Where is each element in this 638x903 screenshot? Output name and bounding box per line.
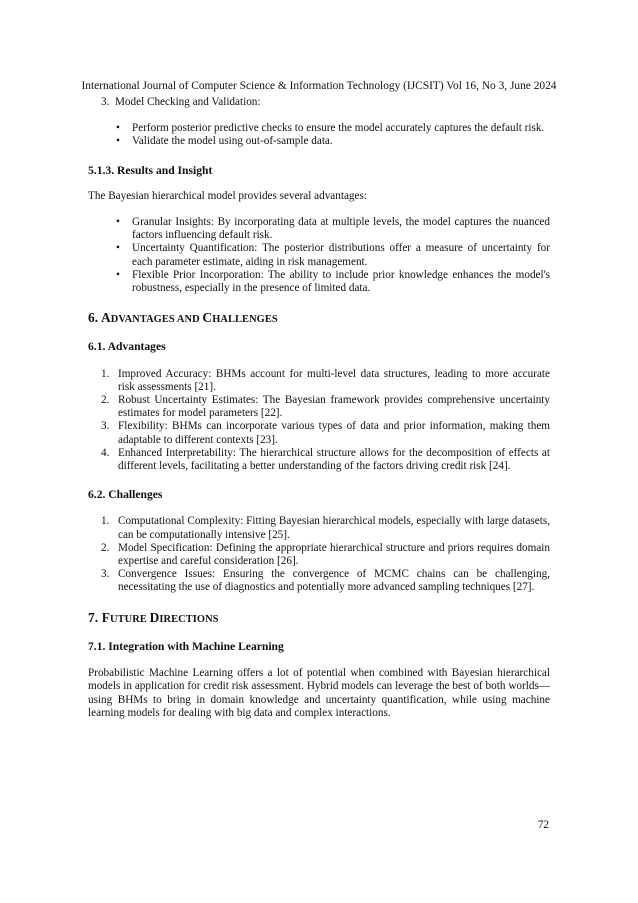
title-part: DVANTAGES AND: [110, 314, 203, 326]
page-body: [88, 96, 550, 720]
section-number: 6.: [88, 310, 99, 326]
title-part: A: [100, 310, 111, 326]
list-item: [88, 135, 550, 148]
section-heading-7: [88, 611, 550, 626]
item-number: 1.: [101, 515, 110, 528]
section-number: 7.: [88, 609, 99, 625]
title-part: HALLENGES: [212, 314, 278, 326]
bullet-symbol: •: [116, 122, 120, 135]
results-intro: The Bayesian hierarchical model provides several advantages:: [88, 189, 367, 202]
section-heading-6: [88, 311, 550, 326]
model-checking-bullets: [88, 122, 550, 148]
title-part: F: [101, 609, 110, 625]
advantages-heading: 6.1. Advantages: [88, 340, 166, 354]
item-number: 2.: [101, 394, 110, 407]
challenges-heading: 6.2. Challenges: [88, 488, 163, 502]
model-checking-item: [101, 96, 550, 109]
list-item: [88, 368, 550, 394]
bullet-symbol: •: [116, 135, 120, 148]
bullet-symbol: •: [116, 216, 120, 229]
list-item: [88, 420, 550, 446]
journal-header: International Journal of Computer Science & Information Technology (IJCSIT) Vol 16, No 3, June 2024: [81, 80, 557, 92]
list-item: [88, 394, 550, 420]
bullet-symbol: •: [116, 242, 120, 255]
title-part: D: [149, 609, 160, 625]
item-text: Model Specification: Defining the appropriate hierarchical structure and priors requires domain expertise and careful consideration [26].: [118, 541, 550, 568]
title-part: C: [202, 310, 213, 326]
ml-integration-heading: 7.1. Integration with Machine Learning: [88, 639, 284, 653]
challenges-list: [88, 515, 550, 594]
item-title: Model Checking and Validation:: [114, 96, 261, 108]
item-number: 4.: [101, 446, 110, 459]
list-item: [88, 269, 550, 295]
bullet-text: Validate the model using out-of-sample data.: [132, 135, 333, 148]
item-number: 3.: [101, 420, 110, 433]
list-item: [88, 568, 550, 594]
list-item: [88, 447, 550, 473]
item-number: 3.: [101, 96, 110, 108]
item-text: Enhanced Interpretability: The hierarchical structure allows for the decomposition of effects at different levels, facilitating a better understanding of the factors driving credit risk [24].: [118, 446, 550, 473]
results-bullets: [88, 216, 550, 295]
page-number: 72: [537, 819, 549, 831]
ml-integration-paragraph: Probabilistic Machine Learning offers a lot of potential when combined with Bayesian hierarchical models in application for credit risk assessment. Hybrid models can leverage the best of both worlds—using BHMs to bring in domain knowledge and uncertainty quantification, while using machine learning models for dealing with big data and complex interactions.: [88, 667, 550, 719]
item-text: Robust Uncertainty Estimates: The Bayesian framework provides comprehensive uncertainty estimates for model parameters [22].: [118, 394, 550, 420]
item-number: 2.: [101, 541, 110, 554]
title-part: UTURE: [109, 613, 150, 625]
bullet-text: Uncertainty Quantification: The posterior distributions offer a measure of uncertainty for each parameter estimate, aiding in risk management.: [132, 242, 550, 268]
bullet-text: Flexible Prior Incorporation: The ability to include prior knowledge enhances the model's robustness, especially in the presence of limited data.: [132, 268, 550, 295]
bullet-text: Granular Insights: By incorporating data at multiple levels, the model captures the nuanced factors influencing default risk.: [132, 216, 550, 242]
list-item: [88, 515, 550, 541]
list-item: [88, 122, 550, 135]
title-part: IRECTIONS: [159, 613, 219, 625]
item-number: 3.: [101, 568, 110, 581]
list-item: [88, 216, 550, 242]
list-item: [88, 242, 550, 268]
list-item: [88, 542, 550, 568]
results-heading: 5.1.3. Results and Insight: [88, 163, 213, 177]
item-number: 1.: [101, 367, 110, 380]
item-text: Computational Complexity: Fitting Bayesian hierarchical models, especially with large datasets, can be computationally intensive [25].: [118, 515, 550, 541]
item-text: Improved Accuracy: BHMs account for multi-level data structures, leading to more accurate risk assessments [21].: [118, 367, 550, 393]
bullet-symbol: •: [116, 268, 120, 281]
item-text: Convergence Issues: Ensuring the convergence of MCMC chains can be challenging, necessitating the use of diagnostics and potentially more advanced sampling techniques [27].: [118, 568, 550, 594]
item-text: Flexibility: BHMs can incorporate various types of data and prior information, making them adaptable to different contexts [23].: [118, 420, 550, 446]
advantages-list: [88, 368, 550, 474]
bullet-text: Perform posterior predictive checks to ensure the model accurately captures the default risk.: [132, 122, 545, 135]
